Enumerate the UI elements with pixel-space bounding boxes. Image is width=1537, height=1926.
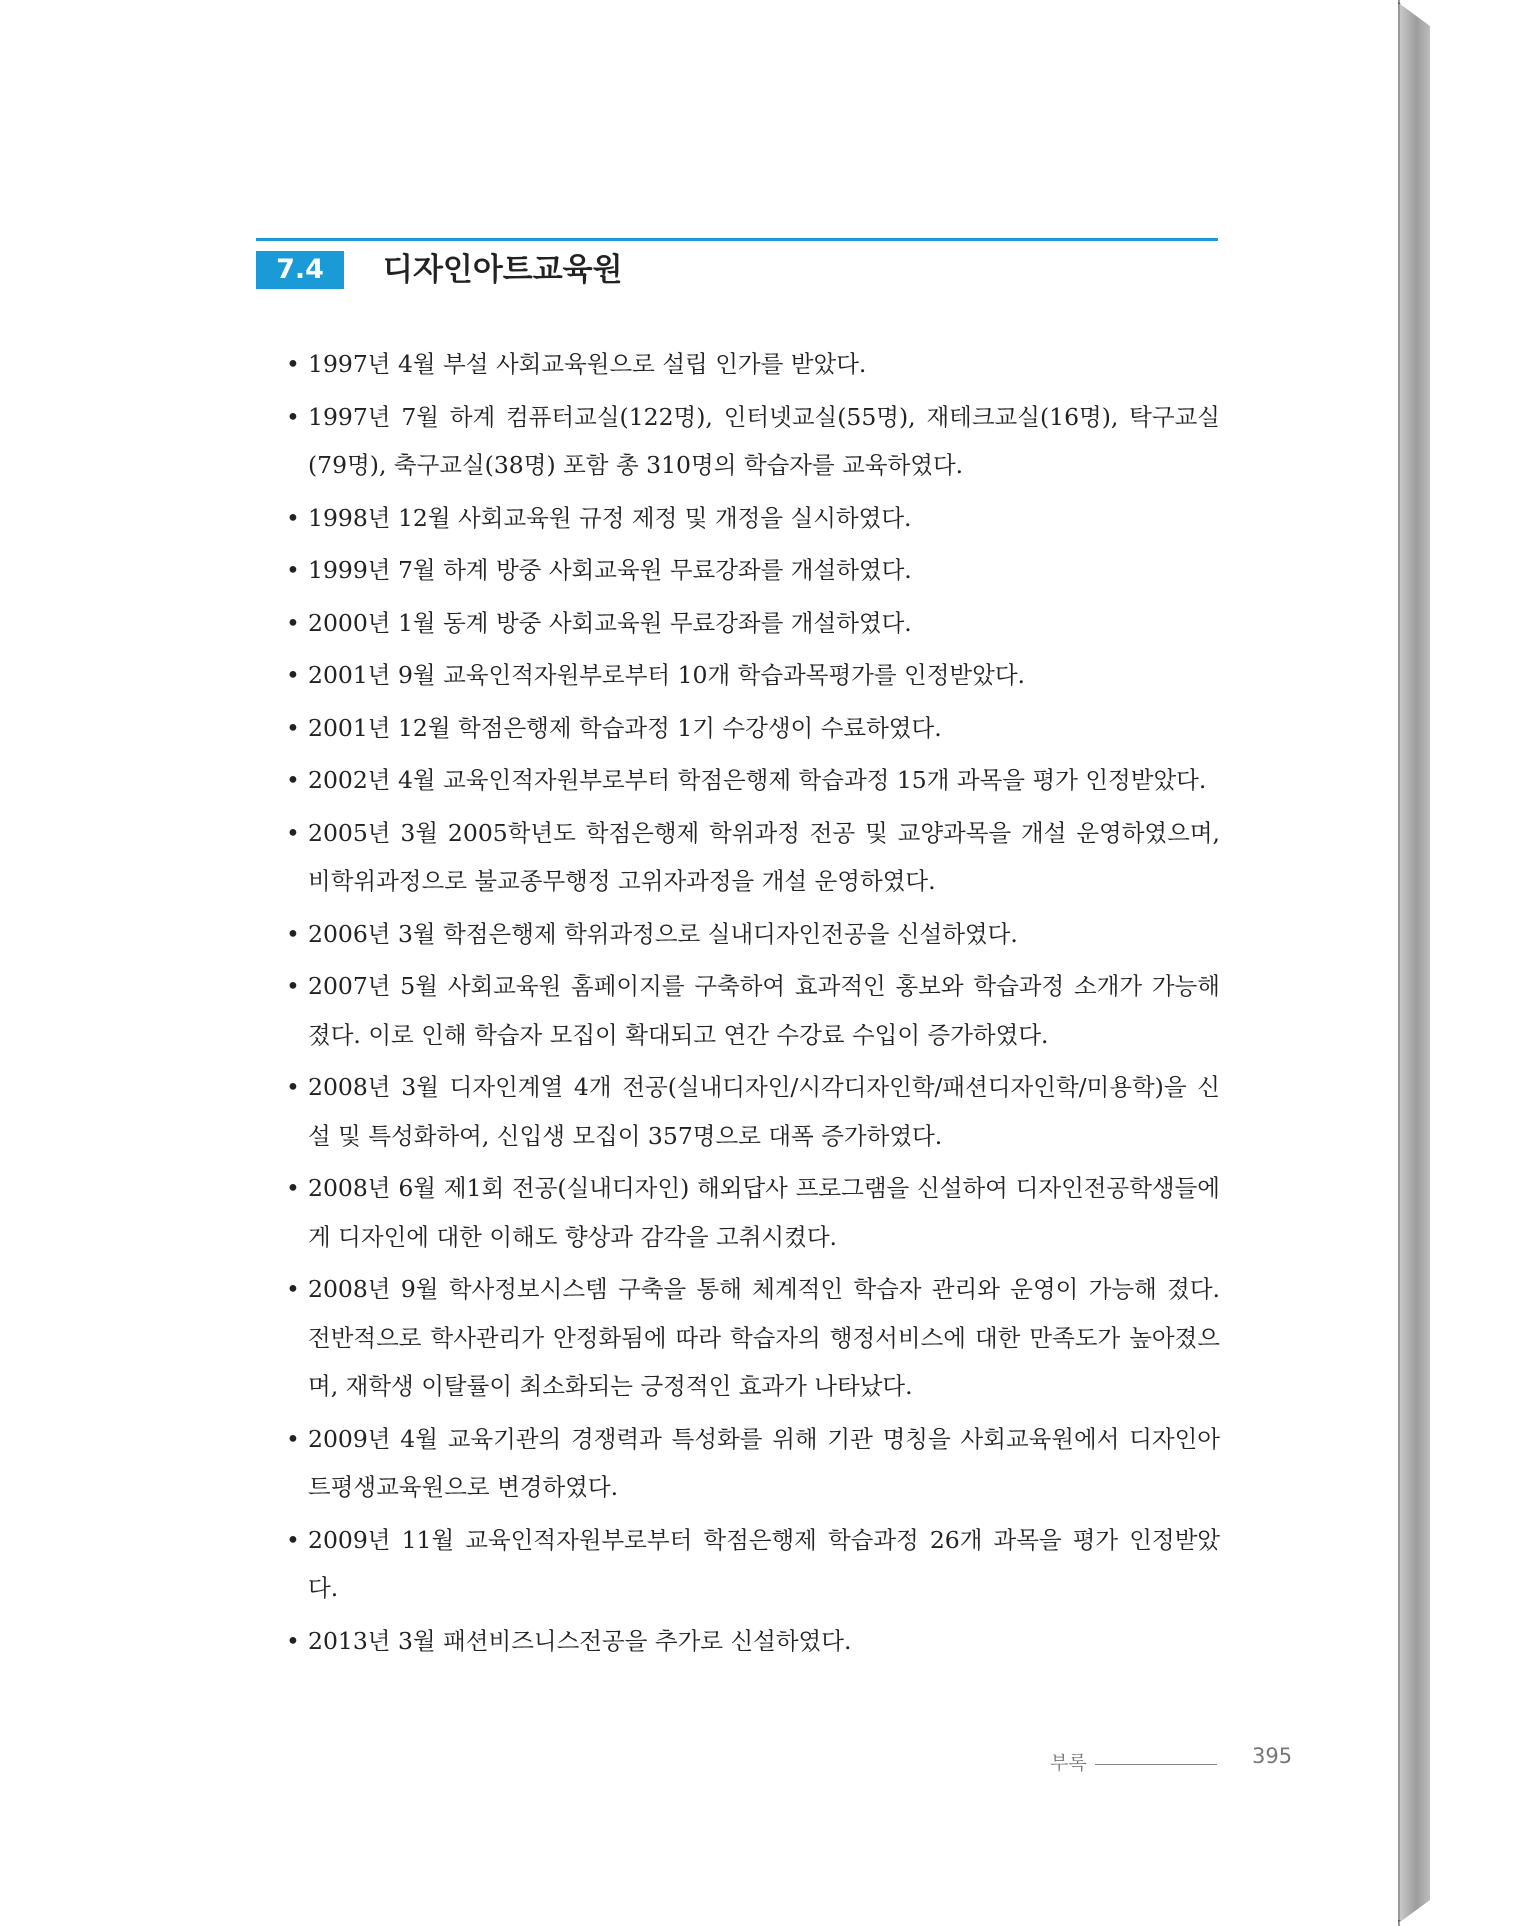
list-item: • 2013년 3월 패션비즈니스전공을 추가로 신설하였다. xyxy=(286,1617,1220,1666)
list-item: • 2009년 4월 교육기관의 경쟁력과 특성화를 위해 기관 명칭을 사회교육원에서 디자인아트평생교육원으로 변경하였다. xyxy=(286,1415,1220,1512)
list-item: • 2008년 9월 학사정보시스템 구축을 통해 체계적인 학습자 관리와 운영이 가능해 졌다. 전반적으로 학사관리가 안정화됨에 따라 학습자의 행정서비스에 대한 만족도가 높아졌으며, 재학생 이탈률이 최소화되는 긍정적인 효과가 나타났다. xyxy=(286,1265,1220,1411)
list-item: • 1997년 7월 하계 컴퓨터교실(122명), 인터넷교실(55명), 재테크교실(16명), 탁구교실(79명), 축구교실(38명) 포함 총 310명의 학습자를 교육하였다. xyxy=(286,393,1220,490)
page-number: 395 xyxy=(1252,1744,1293,1768)
list-item: • 2007년 5월 사회교육원 홈페이지를 구축하여 효과적인 홍보와 학습과정 소개가 가능해졌다. 이로 인해 학습자 모집이 확대되고 연간 수강료 수입이 증가하였다. xyxy=(286,962,1220,1059)
list-item: • 2008년 6월 제1회 전공(실내디자인) 해외답사 프로그램을 신설하여 디자인전공학생들에게 디자인에 대한 이해도 향상과 감각을 고취시켰다. xyxy=(286,1164,1220,1261)
list-item: • 1999년 7월 하계 방중 사회교육원 무료강좌를 개설하였다. xyxy=(286,546,1220,595)
list-item: • 2008년 3월 디자인계열 4개 전공(실내디자인/시각디자인학/패션디자인학/미용학)을 신설 및 특성화하여, 신입생 모집이 357명으로 대폭 증가하였다. xyxy=(286,1063,1220,1160)
section-title: 디자인아트교육원 xyxy=(383,252,623,288)
list-item: • 2006년 3월 학점은행제 학위과정으로 실내디자인전공을 신설하였다. xyxy=(286,910,1220,959)
footer-divider xyxy=(1095,1764,1217,1765)
footer-section-label: 부록 xyxy=(1050,1752,1087,1774)
list-item: • 1997년 4월 부설 사회교육원으로 설립 인가를 받았다. xyxy=(286,340,1220,389)
list-item: • 2005년 3월 2005학년도 학점은행제 학위과정 전공 및 교양과목을 개설 운영하였으며, 비학위과정으로 불교종무행정 고위자과정을 개설 운영하였다. xyxy=(286,809,1220,906)
section-number: 7.4 xyxy=(256,251,344,289)
list-item: • 2009년 11월 교육인적자원부로부터 학점은행제 학습과정 26개 과목을 평가 인정받았다. xyxy=(286,1516,1220,1613)
list-item: • 2002년 4월 교육인적자원부로부터 학점은행제 학습과정 15개 과목을 평가 인정받았다. xyxy=(286,756,1220,805)
history-list xyxy=(286,340,1220,1669)
section-divider xyxy=(256,238,1218,241)
list-item: • 2000년 1월 동계 방중 사회교육원 무료강좌를 개설하였다. xyxy=(286,599,1220,648)
page-stack-edge xyxy=(1400,4,1430,1922)
list-item: • 2001년 9월 교육인적자원부로부터 10개 학습과목평가를 인정받았다. xyxy=(286,651,1220,700)
list-item: • 1998년 12월 사회교육원 규정 제정 및 개정을 실시하였다. xyxy=(286,494,1220,543)
list-item: • 2001년 12월 학점은행제 학습과정 1기 수강생이 수료하였다. xyxy=(286,704,1220,753)
